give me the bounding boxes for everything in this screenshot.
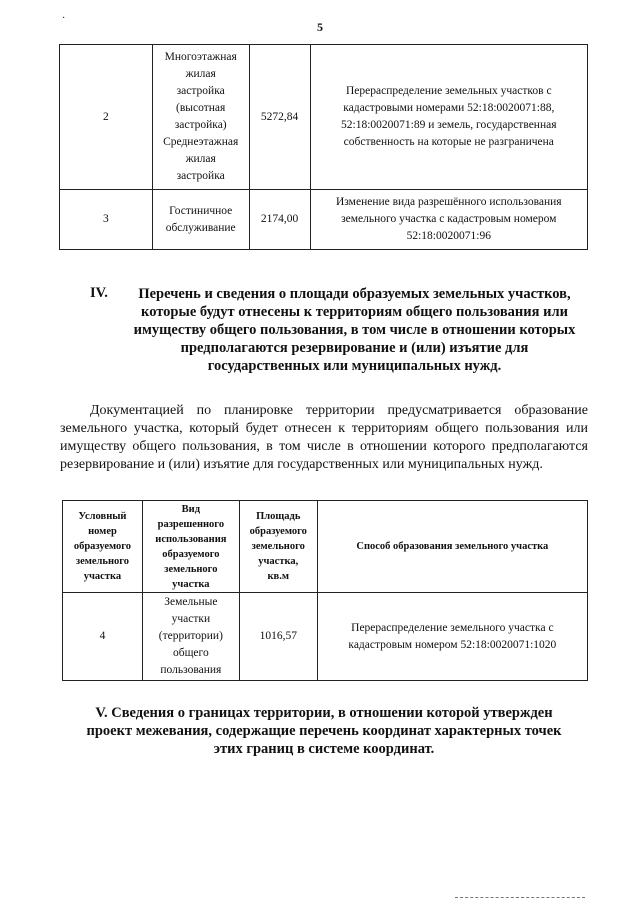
- cell-line: жилая: [185, 153, 216, 165]
- table-header-row: [63, 501, 588, 593]
- cell-line: Гостиничное: [169, 204, 233, 217]
- header-line: Условный: [78, 511, 127, 522]
- header-area: [239, 501, 317, 593]
- section-5-heading: [60, 704, 588, 758]
- permitted-use-cell: [142, 593, 239, 681]
- plot-number-cell: 4: [63, 593, 143, 681]
- cell-line: земельного участка с кадастровым номером: [341, 213, 557, 225]
- cell-line: общего: [172, 647, 209, 659]
- cell-line: застройка: [176, 170, 225, 182]
- header-plot-number: [63, 501, 143, 593]
- formation-method-cell: [310, 190, 587, 250]
- cell-line: Многоэтажная: [164, 51, 237, 63]
- heading-line: государственных или муниципальных нужд.: [207, 358, 502, 374]
- cell-line: (высотная: [176, 102, 226, 114]
- cell-line: (территории): [158, 630, 223, 642]
- header-line: земельного: [75, 556, 130, 567]
- area-cell: 2174,00: [249, 190, 310, 250]
- area-cell: 5272,84: [249, 45, 310, 190]
- land-plots-table-continued: [59, 44, 588, 250]
- header-line: кв.м: [267, 571, 289, 582]
- cell-line: обслуживание: [165, 221, 236, 234]
- cell-line: кадастровым номером 52:18:0020071:1020: [348, 638, 557, 651]
- header-line: участка: [83, 571, 122, 582]
- cell-line: Перераспределение земельного участка с: [351, 621, 554, 634]
- cell-line: кадастровыми номерами 52:18:0020071:88,: [343, 102, 555, 114]
- permitted-use-cell: [152, 190, 249, 250]
- section-4-number: IV.: [90, 285, 108, 301]
- header-line: участка,: [258, 556, 299, 567]
- header-line: образуемого: [249, 526, 307, 537]
- header-permitted-use: [142, 501, 239, 593]
- header-line: участка: [172, 578, 210, 590]
- heading-line: этих границ в системе координат.: [213, 741, 435, 757]
- header-line: образуемого: [162, 548, 220, 560]
- corner-mark: ·: [62, 13, 66, 24]
- cell-line: Изменение вида разрешённого использования: [336, 196, 562, 208]
- heading-line: V. Сведения о границах территории, в отношении которой утвержден: [95, 705, 553, 721]
- header-line: земельного: [164, 563, 218, 575]
- formation-method-cell: [317, 593, 587, 681]
- table-row: [60, 45, 588, 190]
- cell-line: Земельные: [164, 596, 218, 608]
- permitted-use-cell: [152, 45, 249, 190]
- header-line: земельного: [251, 541, 305, 552]
- cell-line: собственность на которые не разграничена: [343, 136, 554, 148]
- plot-number-cell: 3: [60, 190, 153, 250]
- page-number: 5: [317, 20, 323, 34]
- section-4-paragraph: Документацией по планировке территории предусматривается образование земельного участка, который будет отнесен к территориям общего пользования или имуществу общего пользования, в том числе в отношении которого предполагаются резервирование и (или) изъятие для государственных или муниципальных нужд.: [60, 403, 588, 472]
- table-row: [60, 190, 588, 250]
- heading-line: предполагаются резервирование и (или) изъятие для: [180, 340, 529, 356]
- cell-line: Среднеэтажная: [163, 136, 239, 148]
- header-line: номер: [88, 526, 117, 537]
- cell-line: 52:18:0020071:89 и земель, государственная: [341, 119, 557, 131]
- table-row: [63, 593, 588, 681]
- formation-method-cell: [310, 45, 587, 190]
- cell-line: застройка): [174, 119, 227, 131]
- header-formation-method: Способ образования земельного участка: [317, 501, 587, 593]
- plot-number-cell: 2: [60, 45, 153, 190]
- header-line: разрешенного: [157, 518, 225, 530]
- formed-plot-table: [62, 500, 588, 681]
- header-line: Вид: [181, 503, 201, 515]
- area-cell: 1016,57: [239, 593, 317, 681]
- header-line: Площадь: [256, 511, 301, 522]
- cell-line: жилая: [185, 68, 216, 80]
- section-4-heading: [127, 285, 582, 375]
- cell-line: участки: [171, 613, 211, 625]
- cell-line: 52:18:0020071:96: [406, 230, 491, 242]
- cell-line: пользования: [160, 664, 222, 676]
- cell-line: Перераспределение земельных участков с: [345, 85, 552, 97]
- heading-line: имуществу общего пользования, в том числе в отношении которых: [133, 322, 576, 338]
- header-line: использования: [155, 533, 227, 545]
- footer-divider: [455, 897, 585, 898]
- heading-line: которые будут отнесены к территориям общего пользования или: [141, 304, 568, 320]
- cell-line: застройка: [176, 85, 225, 97]
- heading-line: проект межевания, содержащие перечень координат характерных точек: [86, 723, 562, 739]
- heading-line: Перечень и сведения о площади образуемых земельных участков,: [138, 286, 571, 302]
- header-line: образуемого: [73, 541, 132, 552]
